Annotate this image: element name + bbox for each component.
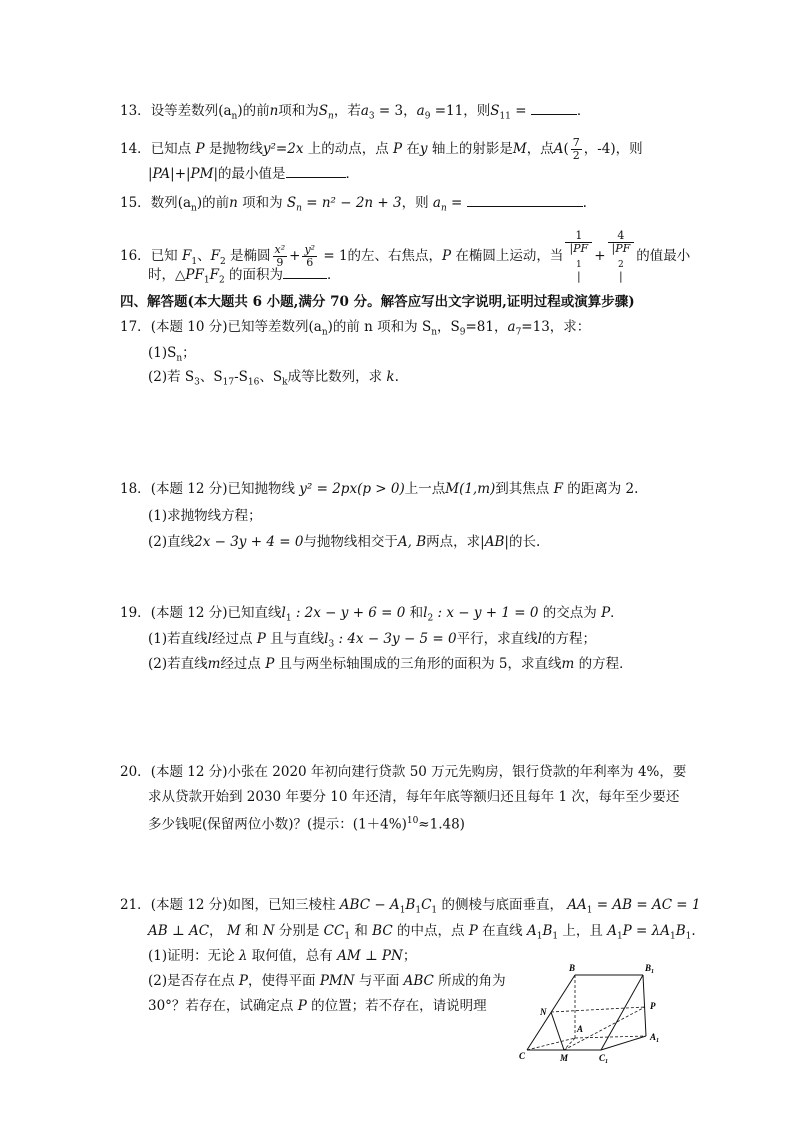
question-17-line-1: 17．(本题 10 分)已知等差数列$(a_n)$的前 n 项和为 $S_n$，$S_9=81$，$a_7=13$，求： xyxy=(120,319,591,338)
question-18-line-1: 18．(本题 12 分)已知抛物线 y² = 2px(p > 0)上一点M(1,m)到其焦点 F 的距离为 2. xyxy=(120,481,639,497)
label-A1: $A_1$ xyxy=(650,1032,660,1044)
question-17-part-1: $(1)S_n$； xyxy=(148,345,196,364)
edge-A-A1-hidden xyxy=(575,1036,646,1038)
segment-N-P-hidden xyxy=(551,1007,645,1012)
label-B1: $B_1$ xyxy=(645,963,655,975)
label-C1: $C_1$ xyxy=(599,1053,609,1065)
question-13: 13．设等差数列$(a_n)$的前n项和为$S_n$，若$a_3 = 3$，$a_9 =11$，则$S_{11}$ = ． xyxy=(120,103,591,122)
question-21-part-2-line-1: (2)是否存在点 P，使得平面 PMN 与平面 ABC 所成的角为 xyxy=(148,973,506,989)
question-20-line-1: 20．(本题 12 分)小张在 2020 年初向建行贷款 50 万元先购房，银行贷款的年利率为 4%，要 xyxy=(120,764,687,780)
label-P: P xyxy=(650,1001,656,1011)
question-16-line-2: 时，$\triangle PF_1F_2$ 的面积为 ． xyxy=(148,267,341,286)
question-21-part-2-line-2: 30°？若存在，试确定点 P 的位置；若不存在，请说明理 xyxy=(148,998,487,1014)
answer-blank-14 xyxy=(286,165,346,178)
question-15: 15．数列$(a_n)$的前n 项和为 $S_n = n^2 - 2n + 3$，则 $a_n$ = . xyxy=(120,195,587,214)
label-M: M xyxy=(560,1053,569,1063)
question-19-part-2: (2)若直线m经过点 P 且与两坐标轴围成的三角形的面积为 5，求直线m 的方程． xyxy=(148,656,633,672)
answer-blank-16 xyxy=(283,266,327,279)
question-18-part-1: (1)求抛物线方程； xyxy=(148,508,262,524)
label-C: C xyxy=(519,1051,526,1061)
answer-blank-15 xyxy=(467,194,583,207)
question-19-part-1: (1)若直线l经过点 P 且与直线$l_3$ : 4x − 3y − 5 = 0平行，求直线l的方程； xyxy=(148,631,596,650)
question-21-line-2: AB ⊥ AC， M 和 N 分别是 $CC_1$ 和 BC 的中点，点 P 在直线 $A_1B_1$ 上，且 $A_1P = \lambda A_1B_1$. xyxy=(148,923,696,942)
question-21-part-1: (1)证明：无论 λ 取何值，总有 AM ⊥ PN； xyxy=(148,948,417,964)
edge-C-A-hidden xyxy=(527,1038,575,1050)
question-21-line-1: 21．(本题 12 分)如图，已知三棱柱 ABC − $A_1B_1C_1$ 的侧棱与底面垂直， $AA_1$ = AB = AC = 1 xyxy=(120,897,701,916)
label-A: A xyxy=(577,1024,584,1034)
question-19-line-1: 19．(本题 12 分)已知直线$l_1$ : 2x − y + 6 = 0 和$l_2$ : x − y + 1 = 0 的交点为 P． xyxy=(120,605,624,624)
segment-A-M-hidden xyxy=(564,1038,575,1050)
question-20-line-2: 求从贷款开始到 2030 年要分 10 年还清，每年年底等额归还且每年 1 次，每年至少要还 xyxy=(148,789,680,805)
edge-B1-A1 xyxy=(643,975,646,1036)
question-20-line-3: 多少钱呢(保留两位小数)？(提示：$(1+4\%)^{10}\approx 1.48$) xyxy=(148,816,465,833)
label-N: N xyxy=(540,1007,547,1017)
answer-blank-13 xyxy=(531,102,577,115)
question-17-part-2: (2)若 $S_3$、$S_{17}-S_{16}$、$S_k$成等比数列，求 k. xyxy=(148,369,399,388)
segment-N-M xyxy=(551,1012,564,1050)
section-4-header: 四、解答题(本大题共 6 小题,满分 70 分。解答应写出文字说明,证明过程或演算步骤) xyxy=(120,294,635,310)
question-18-part-2: (2)直线2x − 3y + 4 = 0与抛物线相交于A, B两点，求|AB|的长. xyxy=(148,534,541,550)
question-16-line-1: 16．已知 $F_1$、$F_2$ 是椭圆 $\frac{\text{x²}}{9}$ + $\frac{\text{y²}}{6}$ = 1的左、右焦点，P 在椭圆上运动，当 1 |PF $_1$ | + 4 |PF $_2$ | 的值最小 xyxy=(120,229,691,284)
prism-figure xyxy=(515,960,675,1068)
question-14-line-2: |PA|+|PM|的最小值是 ． xyxy=(148,166,360,182)
label-B: B xyxy=(569,963,576,973)
question-14-line-1: 14．已知点 P 是抛物线y²=2x 上的动点，点 P 在y 轴上的射影是M，点A( $\frac{7}{2}$ ，-4)，则 xyxy=(120,136,643,162)
